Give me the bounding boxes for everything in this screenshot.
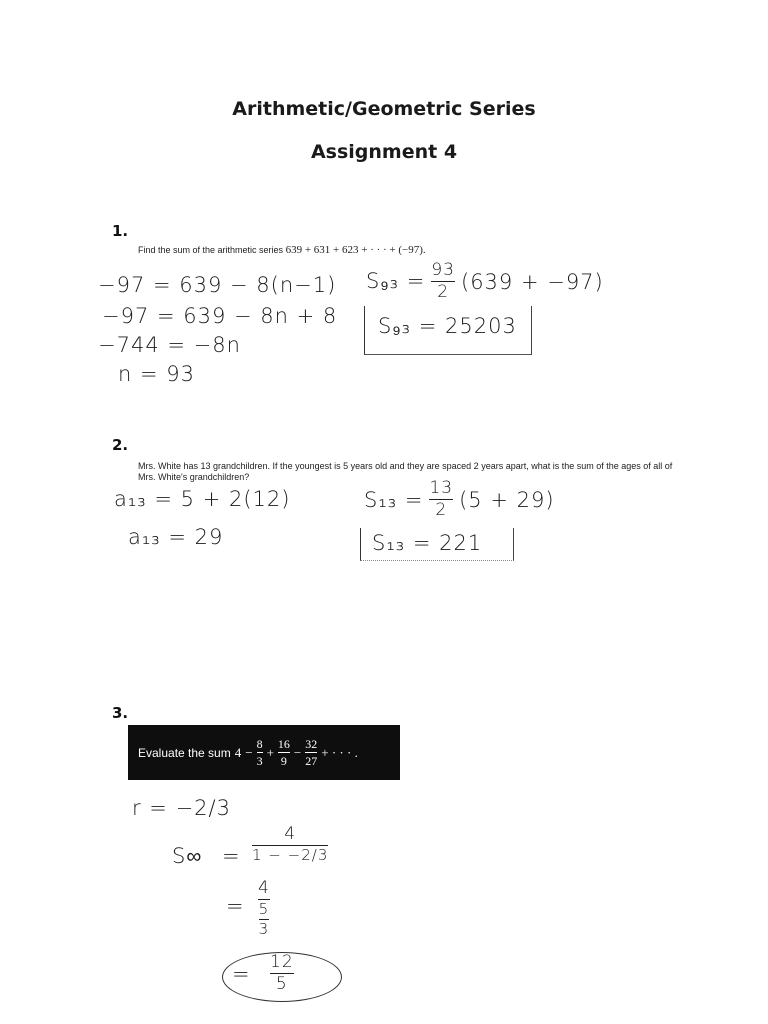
q2-sum-numerator: 13 — [429, 478, 454, 498]
q1-sum-parenthetical: (639 + −97) — [461, 269, 604, 294]
q1-sum-lhs: S₉₃ = — [366, 269, 426, 293]
term-3-fraction — [305, 738, 317, 767]
q3-equals-1: = — [222, 844, 241, 868]
q3-step-3 — [270, 954, 294, 993]
q1-work-line-4: n = 93 — [118, 362, 195, 386]
q3-step-1-fraction — [252, 826, 328, 863]
q3-step-2-numerator: 4 — [258, 878, 270, 898]
q1-sum-numerator: 93 — [431, 260, 455, 280]
q3-step-1-numerator: 4 — [284, 824, 297, 844]
question-3-prompt-tail: + · · · . — [321, 744, 358, 760]
q1-sum-denominator: 2 — [437, 282, 450, 302]
q1-answer: S₉₃ = 25203 — [378, 314, 517, 338]
q2-work-line-1: a₁₃ = 5 + 2(12) — [114, 487, 291, 511]
q3-step-3-fraction — [270, 954, 294, 993]
q3-equals-2: = — [226, 894, 245, 918]
term-2-fraction — [278, 738, 290, 767]
question-1-prompt-math: 639 + 631 + 623 + · · · + (−97). — [285, 244, 426, 256]
page-subtitle: Assignment 4 — [310, 141, 458, 163]
question-3-number: 3. — [112, 704, 129, 722]
question-1-prompt-text: Find the sum of the arithmetic series — [138, 245, 284, 255]
question-1-prompt — [138, 244, 426, 256]
q3-equals-3: = — [232, 962, 251, 986]
q3-s-infinity: S∞ — [172, 844, 203, 868]
term-3-operator: − — [293, 744, 302, 760]
q2-answer: S₁₃ = 221 — [372, 531, 483, 555]
term-1-fraction — [257, 738, 263, 767]
q3-step-2 — [258, 880, 270, 937]
q1-work-line-2: −97 = 639 − 8n + 8 — [102, 304, 338, 328]
question-3-prompt-lead: Evaluate the sum — [138, 745, 231, 760]
question-2-prompt-line-2: Mrs. White's grandchildren? — [138, 472, 250, 482]
q3-step-2-inner-denominator: 3 — [258, 920, 270, 938]
q3-step-2-denominator — [259, 902, 270, 937]
q2-sum-denominator: 2 — [435, 500, 448, 520]
q2-sum-parenthetical: (5 + 29) — [459, 487, 555, 512]
term-3-numerator: 32 — [305, 737, 318, 751]
term-1-denominator: 3 — [256, 754, 263, 768]
q2-sum-lhs: S₁₃ = — [364, 487, 424, 512]
question-3-first-term: 4 — [234, 744, 242, 760]
q1-sum-formula — [366, 262, 604, 301]
term-2-numerator: 16 — [277, 737, 290, 751]
q1-sum-fraction — [431, 262, 455, 301]
question-2-prompt-line-1: Mrs. White has 13 grandchildren. If the youngest is 5 years old and they are spaced 2 years apart, what is the sum of the ages of all of — [138, 461, 673, 471]
q3-ratio: r = −2/3 — [132, 796, 231, 820]
q3-step-3-numerator: 12 — [270, 952, 294, 972]
q1-work-line-3: −744 = −8n — [98, 333, 241, 357]
q3-step-1-denominator: 1 − −2/3 — [252, 846, 329, 864]
q3-step-2-inner-numerator: 5 — [258, 900, 270, 918]
question-1-number: 1. — [112, 222, 129, 240]
term-2-denominator: 9 — [280, 754, 287, 768]
q1-work-line-1: −97 = 639 − 8(n−1) — [98, 273, 337, 297]
question-2-number: 2. — [112, 436, 129, 454]
q2-sum-formula — [364, 480, 555, 519]
q3-step-3-denominator: 5 — [275, 974, 288, 994]
term-3-denominator: 27 — [305, 754, 318, 768]
term-2-operator: + — [266, 744, 274, 760]
term-1-operator: − — [245, 744, 253, 760]
q2-sum-fraction — [429, 480, 453, 519]
question-3-prompt-banner — [128, 725, 400, 780]
page-title: Arithmetic/Geometric Series — [232, 98, 536, 120]
q3-step-1 — [252, 826, 328, 863]
q3-step-2-fraction — [258, 880, 270, 937]
q2-work-line-2: a₁₃ = 29 — [128, 525, 224, 549]
term-1-numerator: 8 — [256, 737, 263, 751]
